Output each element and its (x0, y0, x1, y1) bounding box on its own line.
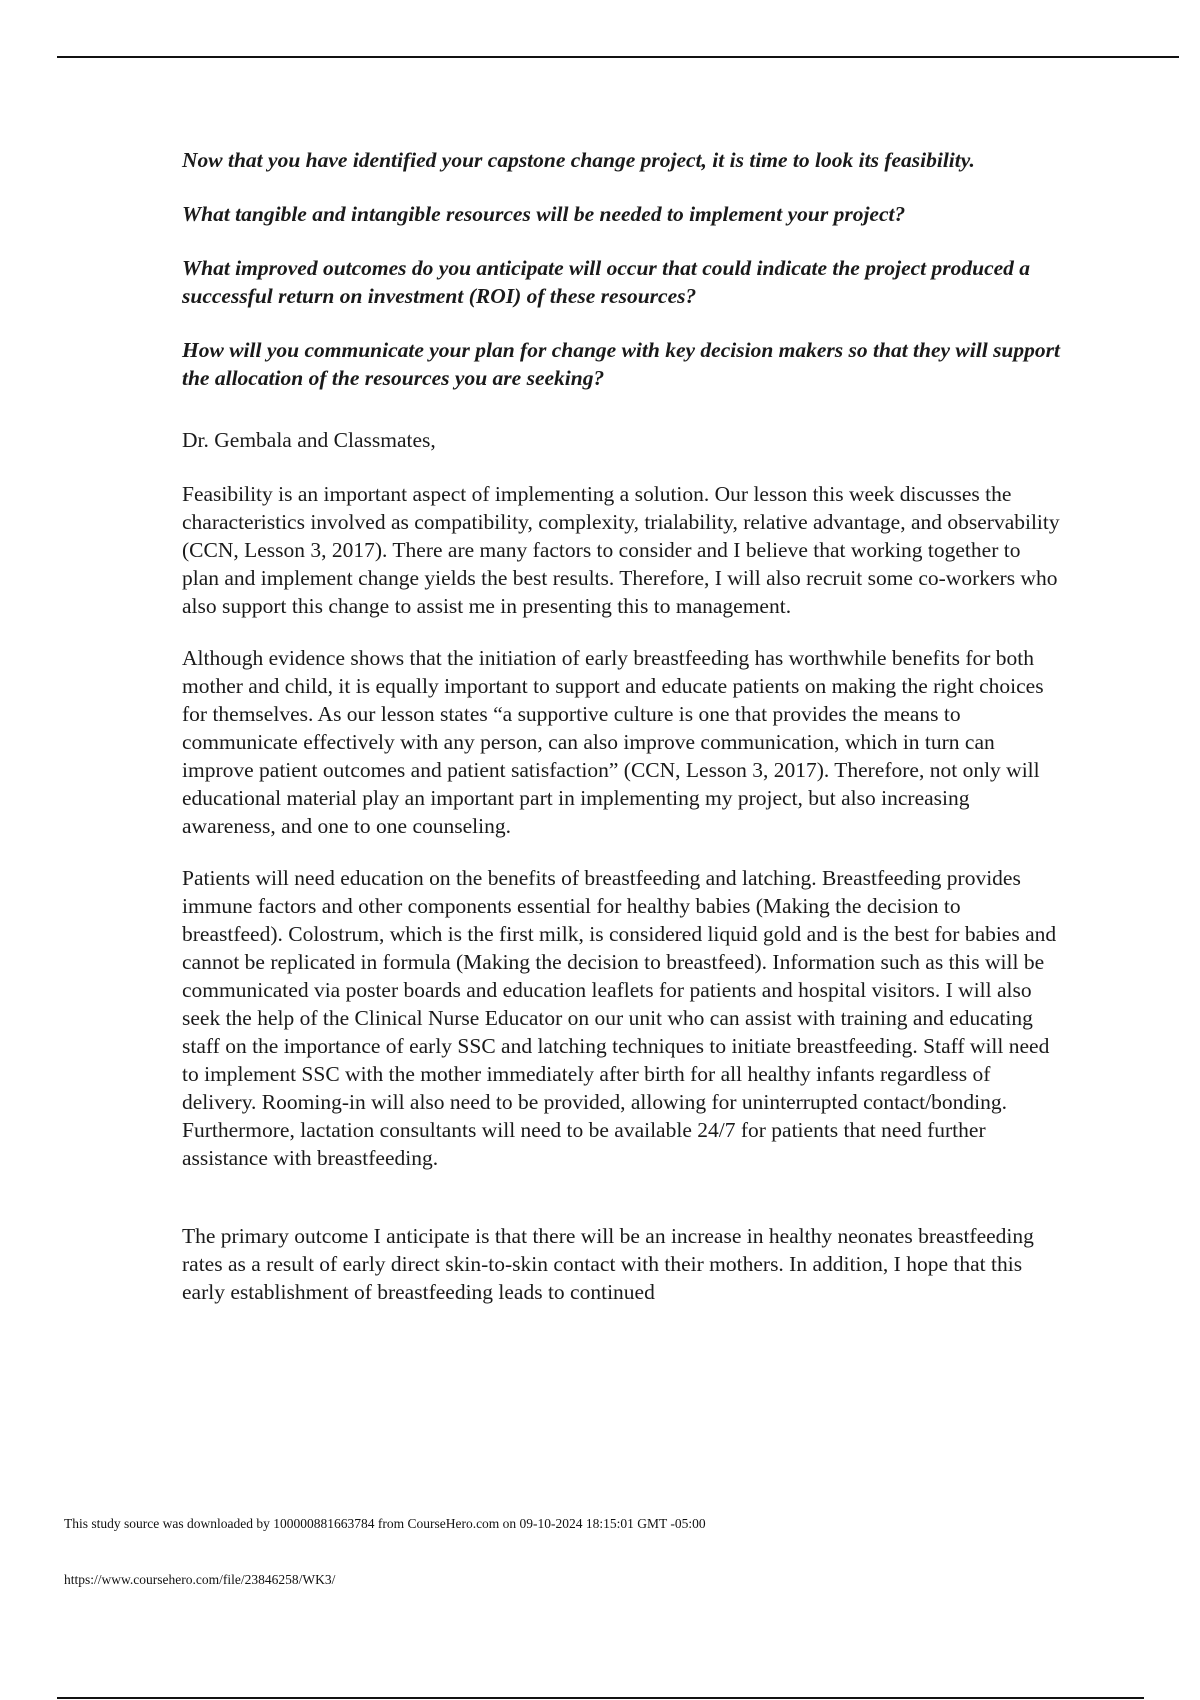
document-body (182, 146, 1062, 1330)
salutation: Dr. Gembala and Classmates, (182, 428, 436, 452)
paragraph-primary-outcome: The primary outcome I anticipate is that there will be an increase in healthy neonates breastfeeding rates as a result of early direct skin-to-skin contact with their mothers. In addition, I hope that this early establishment of breastfeeding leads to continued (182, 1224, 1034, 1304)
prompt-communication: How will you communicate your plan for change with key decision makers so that they will support the allocation of the resources you are seeking? (182, 338, 1060, 390)
bottom-rule (57, 1697, 1144, 1699)
download-source-note: This study source was downloaded by 100000881663784 from CourseHero.com on 09-10-2024 18:15:01 GMT -05:00 (64, 1516, 706, 1531)
prompt-feasibility: Now that you have identified your capstone change project, it is time to look its feasibility. (182, 148, 975, 172)
paragraph-patient-education: Patients will need education on the benefits of breastfeeding and latching. Breastfeeding provides immune factors and other components essential for healthy babies (Making the decision to breastfeed). Colostrum, which is the first milk, is considered liquid gold and is the best for babies and cannot be replicated in formula (Making the decision to breastfeed). Information such as this will be communicated via poster boards and education leaflets for patients and hospital visitors. I will also seek the help of the Clinical Nurse Educator on our unit who can assist with training and educating staff on the importance of early SSC and latching techniques to initiate breastfeeding. Staff will need to implement SSC with the mother immediately after birth for all healthy infants regardless of delivery. Rooming-in will also need to be provided, allowing for uninterrupted contact/bonding. Furthermore, lactation consultants will need to be available 24/7 for patients that need further assistance with breastfeeding. (182, 866, 1057, 1170)
paragraph-feasibility: Feasibility is an important aspect of implementing a solution. Our lesson this week discusses the characteristics involved as compatibility, complexity, trialability, relative advantage, and observability (CCN, Lesson 3, 2017). There are many factors to consider and I believe that working together to plan and implement change yields the best results. Therefore, I will also recruit some co-workers who also support this change to assist me in presenting this to management. (182, 482, 1060, 618)
paragraph-supportive-culture: Although evidence shows that the initiation of early breastfeeding has worthwhile benefits for both mother and child, it is equally important to support and educate patients on making the right choices for themselves. As our lesson states “a supportive culture is one that provides the means to communicate effectively with any person, can also improve communication, which in turn can improve patient outcomes and patient satisfaction” (CCN, Lesson 3, 2017). Therefore, not only will educational material play an important part in implementing my project, but also increasing awareness, and one to one counseling. (182, 646, 1044, 838)
prompt-resources: What tangible and intangible resources will be needed to implement your project? (182, 202, 906, 226)
prompt-outcomes: What improved outcomes do you anticipate will occur that could indicate the project produced a successful return on investment (ROI) of these resources? (182, 256, 1031, 308)
source-url[interactable]: https://www.coursehero.com/file/23846258/WK3/ (64, 1572, 336, 1587)
top-rule (57, 56, 1179, 58)
